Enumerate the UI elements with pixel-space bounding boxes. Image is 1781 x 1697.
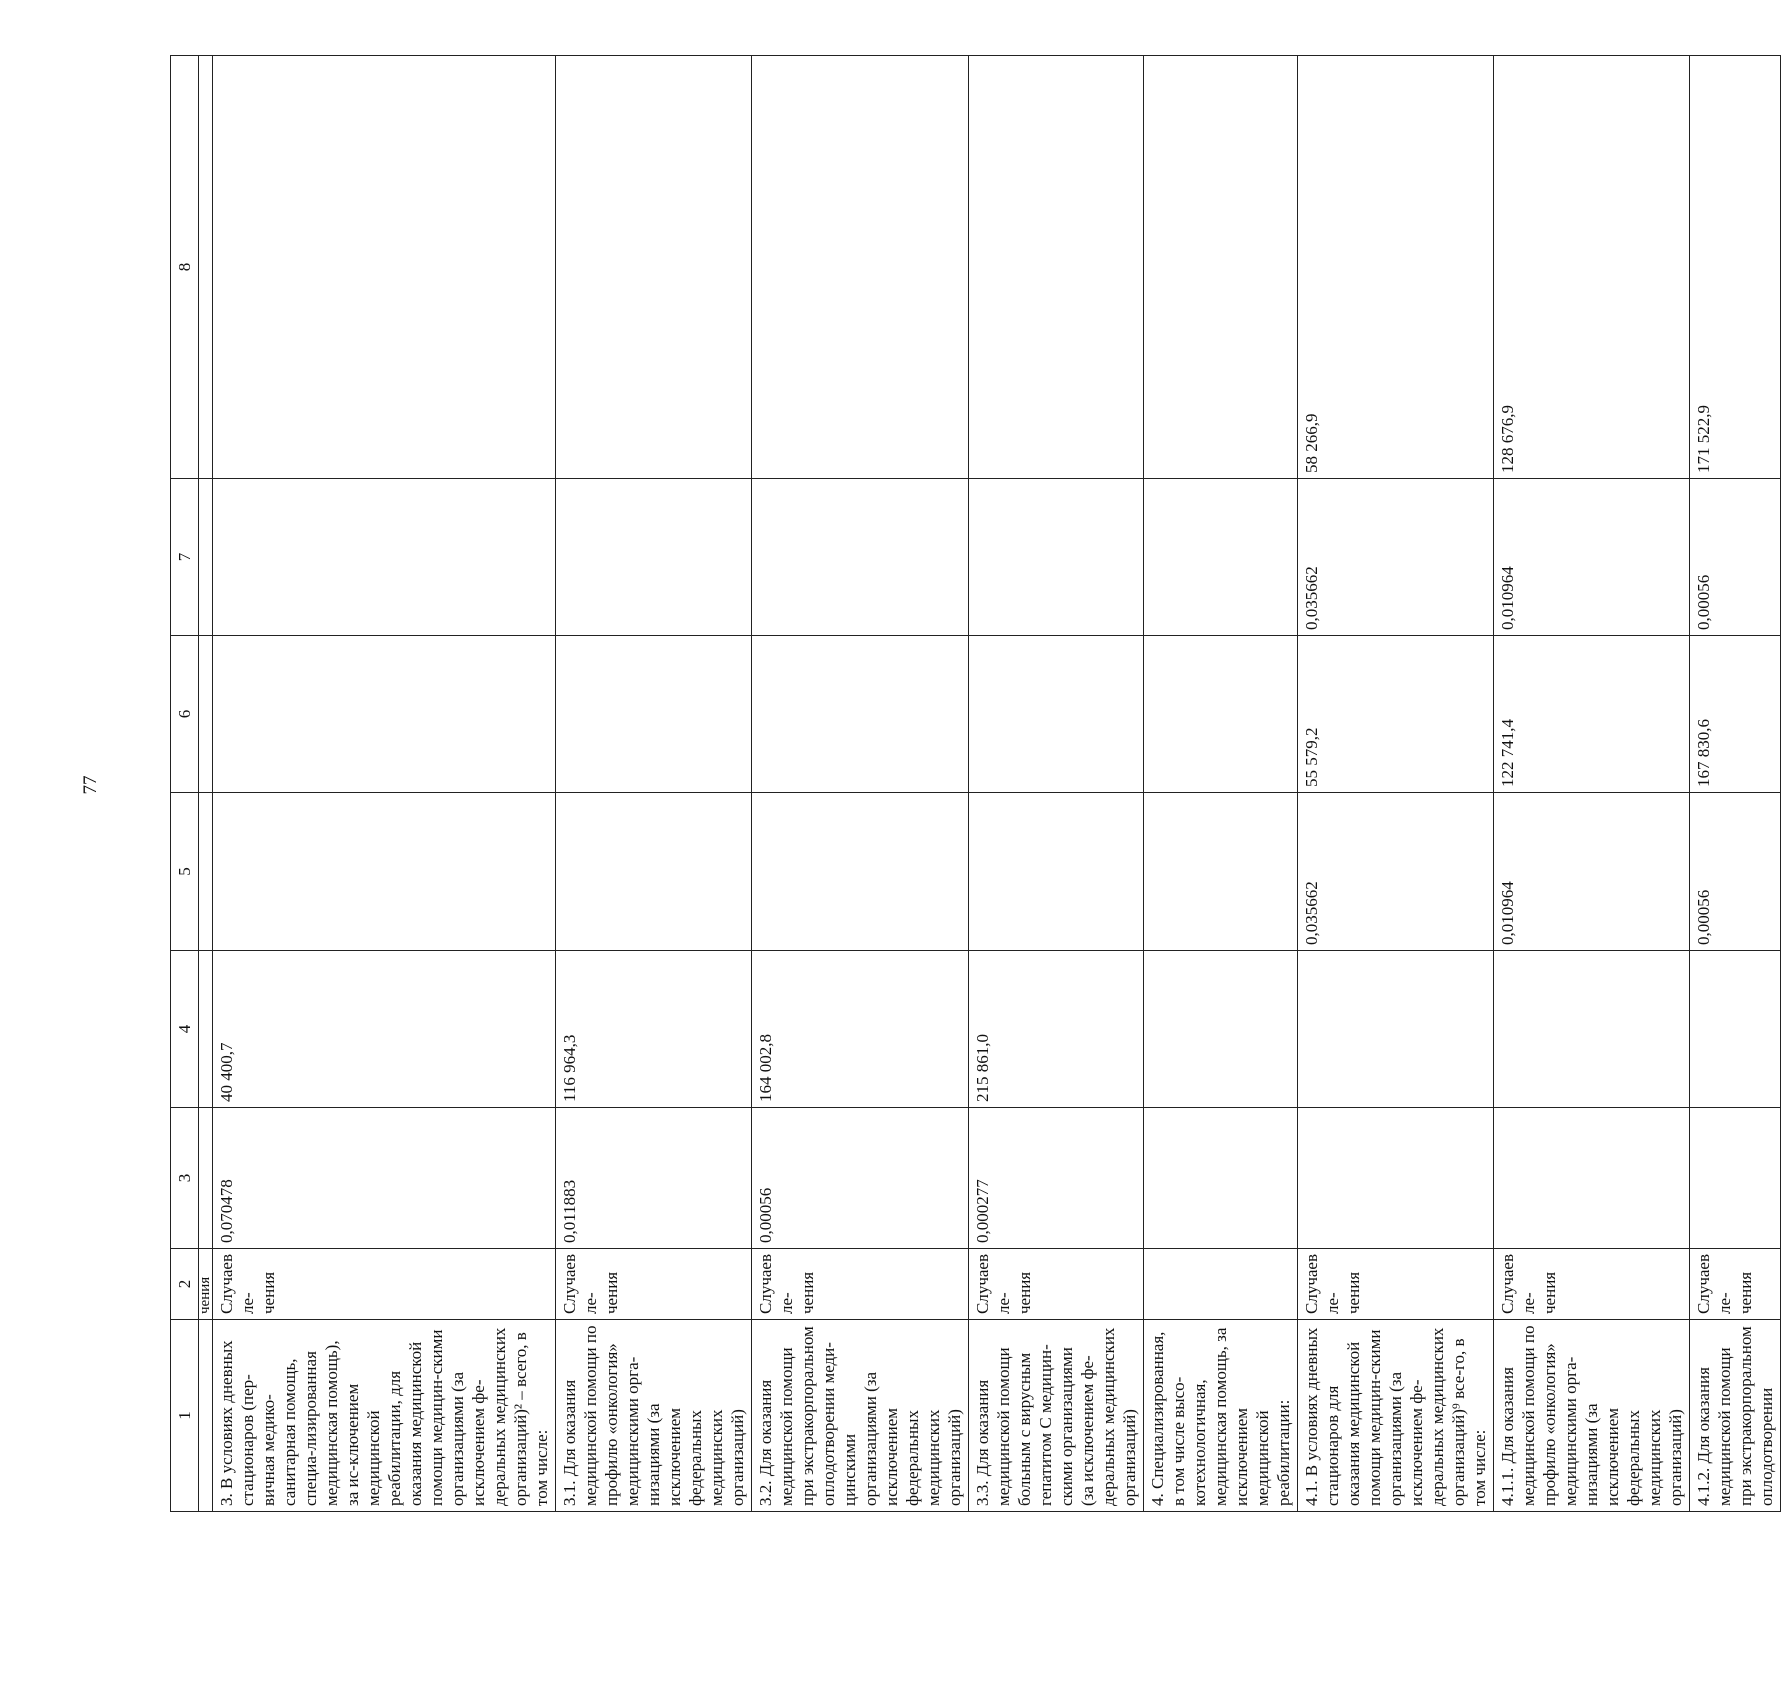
row-unit: Случаев ле-чения: [556, 1249, 752, 1320]
row-value-3: [1298, 1108, 1494, 1249]
row-value-8: [213, 56, 556, 479]
table-row: [969, 56, 1144, 1512]
row-value-6: [969, 636, 1144, 793]
row-value-5: [969, 793, 1144, 951]
row-value-5: [556, 793, 752, 951]
row-description: 4.1.1. Для оказания медицинской помощи по профилю «онкология» медицинскими орга-низациями (за исключением федеральных медицинских организаций): [1494, 1320, 1690, 1512]
row-value-8: 58 266,9: [1298, 56, 1494, 479]
row-value-8: [556, 56, 752, 479]
row-unit: Случаев ле-чения: [1298, 1249, 1494, 1320]
col-header-3: 3: [171, 1108, 199, 1249]
row-value-3: [1144, 1108, 1298, 1249]
row-value-3: [1494, 1108, 1690, 1249]
row-value-5: 0,035662: [1298, 793, 1494, 951]
row-value-4: [1690, 951, 1781, 1108]
col-header-6: 6: [171, 636, 199, 793]
row-value-7: [752, 479, 969, 636]
row-description: 4.1. В условиях дневных стационаров для оказания медицинской помощи медицин-скими организациями (за исключением фе-деральных медицинских организаций)⁹ все-го, в том числе:: [1298, 1320, 1494, 1512]
row-value-3: 0,000277: [969, 1108, 1144, 1249]
row-description: 3. В условиях дневных стационаров (пер-вичная медико-санитарная помощь, специа-лизированная медицинская помощь), за ис-ключением медицинской реабилитации, для оказания медицинской помощи медицин-скими организациями (за исключением фе-деральных медицинских организаций)² – всего, в том числе:: [213, 1320, 556, 1512]
col-header-1: 1: [171, 1320, 199, 1512]
row-value-5: [752, 793, 969, 951]
row-value-8: 128 676,9: [1494, 56, 1690, 479]
row-value-6: [1144, 636, 1298, 793]
table-row: [752, 56, 969, 1512]
row-value-8: 171 522,9: [1690, 56, 1781, 479]
continuation-cell-4: [199, 951, 213, 1108]
row-value-4: [1144, 951, 1298, 1108]
table-row: [556, 56, 752, 1512]
row-unit: Случаев ле-чения: [213, 1249, 556, 1320]
row-value-4: 215 861,0: [969, 951, 1144, 1108]
continuation-cell-8: [199, 56, 213, 479]
row-unit: Случаев ле-чения: [752, 1249, 969, 1320]
row-value-7: [213, 479, 556, 636]
continuation-row: [199, 56, 213, 1512]
table-row: [1298, 56, 1494, 1512]
row-value-4: 116 964,3: [556, 951, 752, 1108]
row-value-5: [213, 793, 556, 951]
continuation-cell-2: чения: [199, 1249, 213, 1320]
row-value-3: 0,070478: [213, 1108, 556, 1249]
row-value-5: [1144, 793, 1298, 951]
row-unit: Случаев ле-чения: [969, 1249, 1144, 1320]
row-value-6: 55 579,2: [1298, 636, 1494, 793]
row-value-8: [969, 56, 1144, 479]
header-row: [171, 56, 199, 1512]
row-unit: Случаев ле-чения: [1494, 1249, 1690, 1320]
row-description: 4.1.2. Для оказания медицинской помощи при экстракорпоральном оплодотворении: [1690, 1320, 1781, 1512]
row-value-6: 167 830,6: [1690, 636, 1781, 793]
data-table-rotated: [170, 56, 1776, 1512]
row-description: 3.3. Для оказания медицинской помощи больным с вирусным гепатитом С медицин-скими организациями (за исключением фе-деральных медицинских организаций): [969, 1320, 1144, 1512]
row-value-5: 0,010964: [1494, 793, 1690, 951]
row-value-7: [1144, 479, 1298, 636]
row-value-3: 0,011883: [556, 1108, 752, 1249]
table-row: [1494, 56, 1690, 1512]
col-header-4: 4: [171, 951, 199, 1108]
row-value-8: [752, 56, 969, 479]
col-header-2: 2: [171, 1249, 199, 1320]
row-value-4: [1298, 951, 1494, 1108]
row-value-7: [969, 479, 1144, 636]
row-description: 3.2. Для оказания медицинской помощи при экстракорпоральном оплодотворении меди-цинскими организациями (за исключением федеральных медицинских организаций): [752, 1320, 969, 1512]
continuation-cell-1: [199, 1320, 213, 1512]
row-value-4: [1494, 951, 1690, 1108]
col-header-8: 8: [171, 56, 199, 479]
page-number: 77: [80, 775, 101, 795]
row-value-5: 0,00056: [1690, 793, 1781, 951]
table-row: [1144, 56, 1298, 1512]
row-value-6: [556, 636, 752, 793]
data-table: [170, 55, 1781, 1512]
row-description: 3.1. Для оказания медицинской помощи по профилю «онкология» медицинскими орга-низациями (за исключением федеральных медицинских организаций): [556, 1320, 752, 1512]
row-value-6: 122 741,4: [1494, 636, 1690, 793]
row-value-7: 0,010964: [1494, 479, 1690, 636]
continuation-cell-6: [199, 636, 213, 793]
col-header-5: 5: [171, 793, 199, 951]
row-value-4: 40 400,7: [213, 951, 556, 1108]
row-value-8: [1144, 56, 1298, 479]
table-row: [1690, 56, 1781, 1512]
row-unit: Случаев ле-чения: [1690, 1249, 1781, 1320]
row-value-4: 164 002,8: [752, 951, 969, 1108]
continuation-cell-7: [199, 479, 213, 636]
row-value-3: 0,00056: [752, 1108, 969, 1249]
table-row: [213, 56, 556, 1512]
row-description: 4. Специализированная, в том числе высо-котехнологичная, медицинская помощь, за исключением медицинской реабилитации:: [1144, 1320, 1298, 1512]
row-value-7: [556, 479, 752, 636]
row-value-6: [752, 636, 969, 793]
row-value-6: [213, 636, 556, 793]
row-value-7: 0,00056: [1690, 479, 1781, 636]
row-value-3: [1690, 1108, 1781, 1249]
continuation-cell-3: [199, 1108, 213, 1249]
col-header-7: 7: [171, 479, 199, 636]
continuation-cell-5: [199, 793, 213, 951]
row-unit: [1144, 1249, 1298, 1320]
row-value-7: 0,035662: [1298, 479, 1494, 636]
